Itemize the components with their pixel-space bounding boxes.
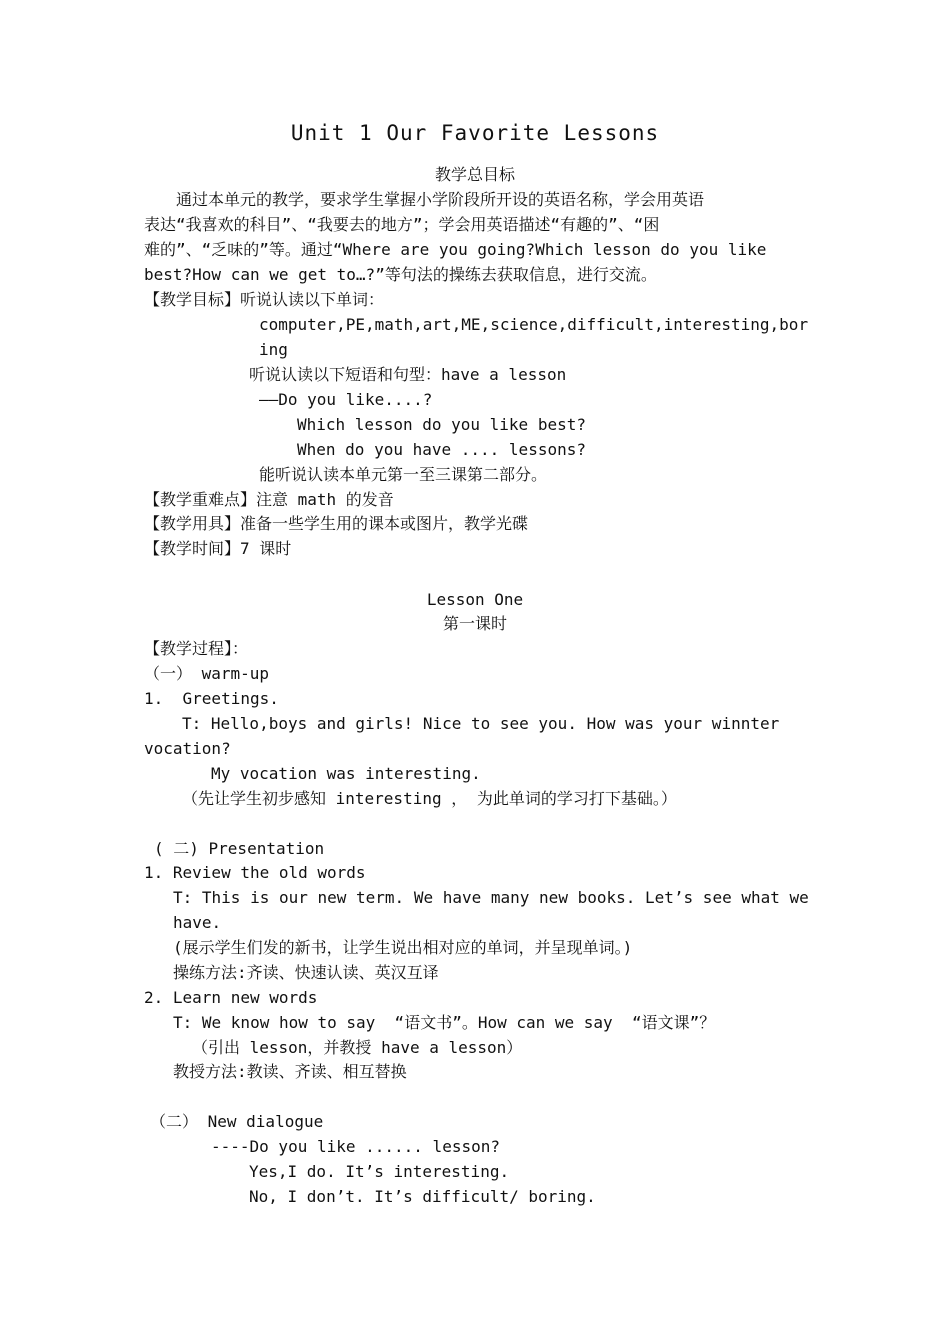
note-line: （先让学生初步感知 interesting ， 为此单词的学习打下基础。）: [182, 789, 677, 808]
method-line: 操练方法:齐读、快速认读、英汉互译: [173, 963, 439, 982]
section-heading: （二） New dialogue: [150, 1112, 324, 1131]
teacher-line: T: We know how to say “语文书”。How can we say “语文课”？: [173, 1013, 716, 1032]
teaching-tools: 【教学用具】准备一些学生用的课本或图片，教学光碟: [144, 514, 529, 533]
note-line: (展示学生们发的新书，让学生说出相对应的单词，并呈现单词。): [173, 938, 633, 957]
dialogue-line: ----Do you like ...... lesson?: [211, 1137, 500, 1156]
words-line: computer,PE,math,art,ME,science,difficult,interesting,bor: [259, 315, 809, 334]
words-line: ing: [259, 340, 288, 359]
overall-goal-line: 表达“我喜欢的科目”、“我要去的地方”；学会用英语描述“有趣的”、“困: [144, 215, 660, 234]
sentence-pattern: Which lesson do you like best?: [297, 415, 586, 434]
objectives-label: 【教学目标】听说认读以下单词：: [144, 290, 385, 309]
teaching-time: 【教学时间】7 课时: [144, 539, 292, 558]
list-item: 2. Learn new words: [144, 988, 318, 1007]
dialogue-line: Yes,I do. It’s interesting.: [249, 1162, 510, 1181]
method-line: 教授方法:教读、齐读、相互替换: [173, 1062, 407, 1081]
phrases-label: 听说认读以下短语和句型：have a lesson: [249, 365, 567, 384]
lesson-title: Lesson One: [426, 590, 524, 609]
overall-goal-line: 通过本单元的教学，要求学生掌握小学阶段所开设的英语名称，学会用英语: [144, 190, 705, 209]
process-label: 【教学过程】：: [144, 639, 249, 658]
overall-goal-line: 难的”、“乏味的”等。通过“Where are you going?Which lesson do you like: [144, 240, 767, 259]
teacher-line: T: Hello,boys and girls! Nice to see you. How was your winnter: [182, 714, 780, 733]
lesson-subtitle: 第一课时: [442, 614, 507, 633]
document-title: Unit 1 Our Favorite Lessons: [290, 121, 660, 145]
teacher-line: T: This is our new term. We have many new books. Let’s see what we: [173, 888, 809, 907]
teacher-line: vocation?: [144, 739, 231, 758]
sentence-pattern: ——Do you like....?: [259, 390, 433, 409]
teacher-line: have.: [173, 913, 222, 932]
dialogue-line: No, I don’t. It’s difficult/ boring.: [249, 1187, 596, 1206]
reply-line: My vocation was interesting.: [211, 764, 481, 783]
list-item: 1. Greetings.: [144, 689, 279, 708]
overall-goal-heading: 教学总目标: [434, 165, 515, 184]
overall-goal-line: best?How can we get to…?”等句法的操练去获取信息，进行交流。: [144, 265, 657, 284]
note-line: （引出 lesson，并教授 have a lesson）: [192, 1038, 523, 1057]
list-item: 1. Review the old words: [144, 863, 366, 882]
sentence-pattern: When do you have .... lessons?: [297, 440, 586, 459]
key-points: 【教学重难点】注意 math 的发音: [144, 490, 394, 509]
objective-last: 能听说认读本单元第一至三课第二部分。: [259, 465, 548, 484]
section-heading: （一） warm-up: [144, 664, 270, 683]
section-heading: ( 二) Presentation: [154, 839, 325, 858]
